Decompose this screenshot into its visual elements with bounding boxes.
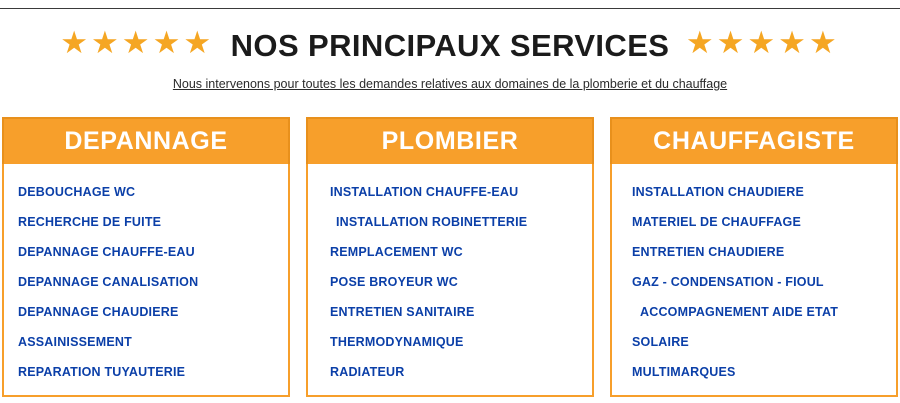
column-title: PLOMBIER: [381, 127, 519, 155]
page-title: NOS PRINCIPAUX SERVICES: [230, 28, 670, 63]
service-column-depannage: [2, 117, 290, 397]
list-item[interactable]: SOLAIRE: [632, 335, 689, 349]
list-item[interactable]: REPARATION TUYAUTERIE: [18, 365, 186, 379]
list-item[interactable]: DEPANNAGE CHAUDIERE: [18, 305, 179, 319]
list-item[interactable]: INSTALLATION CHAUFFE-EAU: [330, 185, 519, 199]
column-body-chauffagiste: [610, 164, 898, 397]
list-item[interactable]: DEPANNAGE CANALISATION: [18, 275, 199, 289]
services-columns: [0, 117, 900, 397]
list-item[interactable]: MATERIEL DE CHAUFFAGE: [632, 215, 802, 229]
column-header-chauffagiste: [610, 117, 898, 164]
list-item[interactable]: ASSAINISSEMENT: [18, 335, 132, 349]
list-item[interactable]: POSE BROYEUR WC: [330, 275, 459, 289]
column-title: DEPANNAGE: [64, 127, 228, 155]
list-item[interactable]: DEPANNAGE CHAUFFE-EAU: [18, 245, 195, 259]
top-divider: [0, 8, 900, 9]
stars-left-icon: ★★★★★: [60, 25, 215, 60]
column-body-depannage: [2, 164, 290, 397]
list-item[interactable]: RECHERCHE DE FUITE: [18, 215, 162, 229]
list-item[interactable]: INSTALLATION CHAUDIERE: [632, 185, 804, 199]
list-item[interactable]: DEBOUCHAGE WC: [18, 185, 136, 199]
list-item[interactable]: RADIATEUR: [330, 365, 405, 379]
column-body-plombier: [306, 164, 594, 397]
page-subtitle: Nous intervenons pour toutes les demandes relatives aux domaines de la plomberie et du chauffage: [172, 77, 728, 91]
page-title-row: [0, 25, 900, 64]
list-item[interactable]: THERMODYNAMIQUE: [330, 335, 464, 349]
stars-right-icon: ★★★★★: [685, 25, 840, 60]
list-item[interactable]: GAZ - CONDENSATION - FIOUL: [632, 275, 824, 289]
column-header-depannage: [2, 117, 290, 164]
service-column-chauffagiste: [610, 117, 898, 397]
list-item[interactable]: ENTRETIEN CHAUDIERE: [632, 245, 785, 259]
column-title: CHAUFFAGISTE: [653, 127, 855, 155]
list-item[interactable]: ENTRETIEN SANITAIRE: [330, 305, 475, 319]
service-column-plombier: [306, 117, 594, 397]
list-item[interactable]: ACCOMPAGNEMENT AIDE ETAT: [640, 305, 839, 319]
column-header-plombier: [306, 117, 594, 164]
list-item[interactable]: MULTIMARQUES: [632, 365, 736, 379]
list-item[interactable]: INSTALLATION ROBINETTERIE: [336, 215, 528, 229]
list-item[interactable]: REMPLACEMENT WC: [330, 245, 463, 259]
